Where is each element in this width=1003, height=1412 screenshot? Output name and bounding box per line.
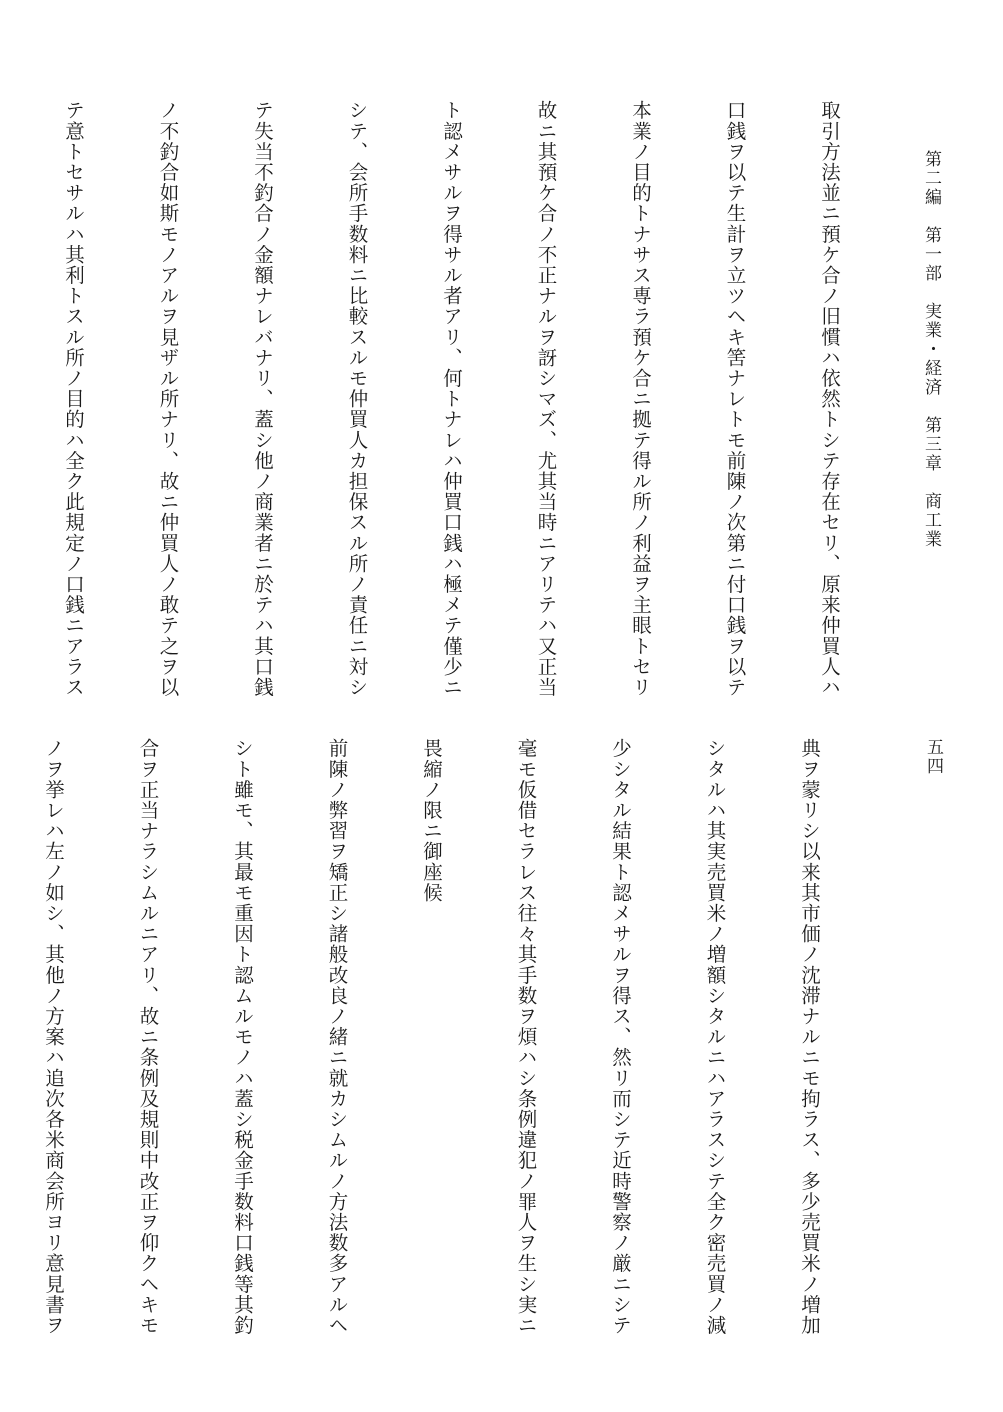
text-line: 故ニ其預ケ合ノ不正ナルヲ訝シマズ、尤其当時ニアリテハ又正当 (534, 100, 558, 698)
running-head: 第二編 第一部 実業・経済 第三章 商工業 (921, 150, 941, 549)
text-line: 合ヲ正当ナラシムルニアリ、故ニ条例及規則中改正ヲ仰クヘキモ (136, 738, 160, 1336)
upper-text-block (0, 100, 908, 700)
text-line: 畏縮ノ限ニ御座候 (420, 738, 443, 903)
text-line: シト雖モ、其最モ重因ト認ムルモノハ蓋シ税金手数料口銭等其釣 (231, 738, 254, 1336)
text-line: 本業ノ目的トナサス専ラ預ケ合ニ拠テ得ル所ノ利益ヲ主眼トセリ (629, 100, 652, 698)
text-line: 少シタル結果ト認メサルヲ得ス、然リ而シテ近時警察ノ厳ニシテ (609, 738, 632, 1336)
text-line: テ失当不釣合ノ金額ナレバナリ、蓋シ他ノ商業者ニ於テハ其口銭 (251, 100, 274, 698)
text-line: 口銭ヲ以テ生計ヲ立ツヘキ筈ナレトモ前陳ノ次第ニ付口銭ヲ以テ (723, 100, 747, 698)
page-number: 五四 (923, 738, 943, 776)
text-line: ノ不釣合如斯モノアルヲ見ザル所ナリ、故ニ仲買人ノ敢テ之ヲ以 (156, 100, 180, 698)
text-line: 毫モ仮借セラレス往々其手数ヲ煩ハシ条例違犯ノ罪人ヲ生シ実ニ (514, 738, 538, 1336)
text-line: シテ、会所手数料ニ比較スルモ仲買人カ担保スル所ノ責任ニ対シ (345, 100, 369, 698)
text-line: シタルハ其実売買米ノ増額シタルニハアラスシテ全ク密売買ノ減 (703, 738, 727, 1336)
text-line: ノヲ挙レハ左ノ如シ、其他ノ方案ハ追次各米商会所ヨリ意見書ヲ (42, 738, 65, 1336)
text-line: ト認メサルヲ得サル者アリ、何トナレハ仲買口銭ハ極メテ僅少ニ (440, 100, 463, 698)
text-line: 取引方法並ニ預ケ合ノ旧慣ハ依然トシテ存在セリ、原来仲買人ハ (818, 100, 841, 698)
text-line: 典ヲ蒙リシ以来其市価ノ沈滞ナルニモ拘ラス、多少売買米ノ増加 (798, 738, 821, 1336)
text-line: 前陳ノ弊習ヲ矯正シ諸般改良ノ緒ニ就カシムルノ方法数多アルヘ (325, 738, 349, 1336)
text-line: テ意トセサルハ其利トスル所ノ目的ハ全ク此規定ノ口銭ニアラス (62, 100, 85, 698)
lower-text-block (0, 738, 888, 1348)
